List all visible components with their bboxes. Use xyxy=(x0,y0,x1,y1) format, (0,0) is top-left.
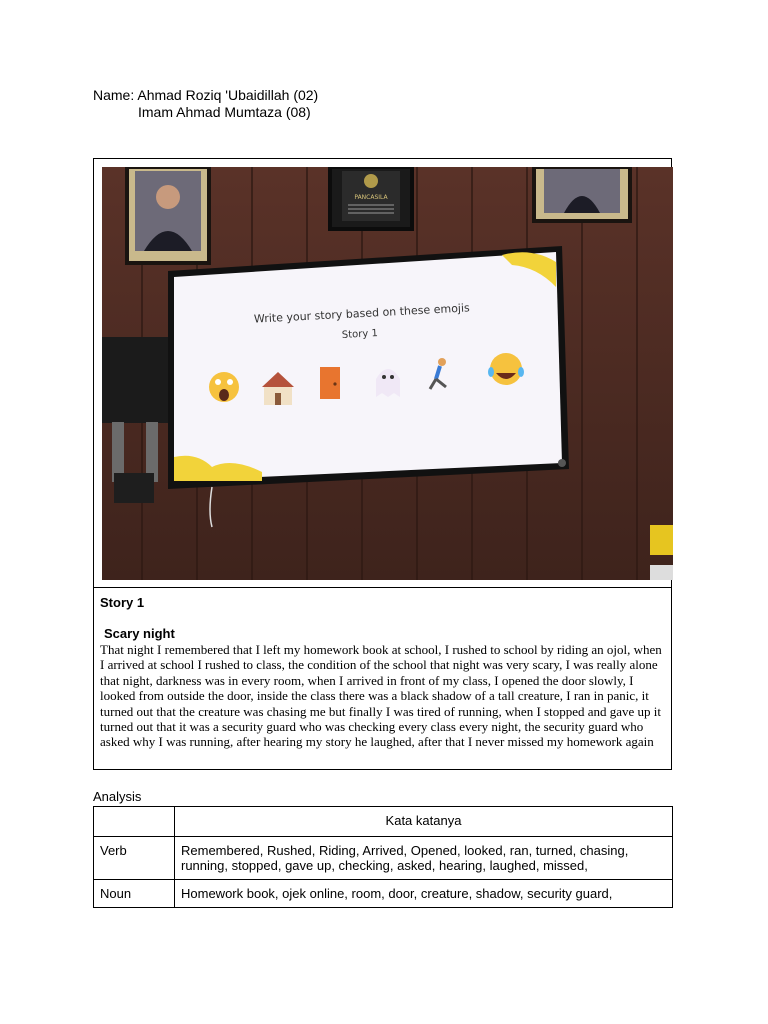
portrait-right xyxy=(534,167,630,221)
word-type-cell: Verb xyxy=(94,837,175,880)
name-line-2: Imam Ahmad Mumtaza (08) xyxy=(138,104,311,120)
story-label: Story 1 xyxy=(100,595,145,610)
photo-cell xyxy=(94,159,671,588)
story-table xyxy=(93,158,672,770)
analysis-table xyxy=(93,806,673,908)
table-row xyxy=(94,837,673,880)
words-cell: Remembered, Rushed, Riding, Arrived, Opened, looked, ran, turned, chasing, running, stopped, gave up, checking, asked, hearing, laughed, missed, xyxy=(175,837,673,880)
story-cell xyxy=(94,588,671,750)
name-line-1: Name: Ahmad Roziq 'Ubaidillah (02) xyxy=(93,87,319,103)
pancasila-poster xyxy=(330,167,412,229)
tv xyxy=(168,246,569,489)
table-header-row xyxy=(94,807,673,837)
table-row xyxy=(94,880,673,908)
student-names xyxy=(93,87,318,121)
portrait-left xyxy=(127,167,209,263)
story-title: Scary night xyxy=(104,626,175,641)
header-empty-cell xyxy=(94,807,175,837)
door-emoji xyxy=(320,367,340,399)
words-cell: Homework book, ojek online, room, door, creature, shadow, security guard, xyxy=(175,880,673,908)
scream-emoji xyxy=(209,372,239,402)
screen-title: Write your story based on these emojis xyxy=(253,301,471,326)
screen-subtitle: Story 1 xyxy=(341,328,379,341)
story-text: That night I remembered that I left my homework book at school, I rushed to school by riding an ojol, when I arrived at school I rushed to class, the condition of the school that night was very scary, I was really alone that night, darkness was in every room, when I arrived in front of my class, I opened the door slowly, I looked from outside the door, inside the class there was a black shadow of a tall creature, I ran in panic, it turned out that the creature was chasing me but finally I was tired of running, when I stopped and gave up it turned out that it was a security guard who was checking every class every night, the security guard who asked why I was running, after hearing my story he laughed, after that I never missed my homework again xyxy=(100,642,662,750)
analysis-label: Analysis xyxy=(93,789,142,804)
classroom-photo xyxy=(102,167,673,580)
word-type-cell: Noun xyxy=(94,880,175,908)
header-cell: Kata katanya xyxy=(175,807,673,837)
svg-text:PANCASILA: PANCASILA xyxy=(354,194,388,201)
